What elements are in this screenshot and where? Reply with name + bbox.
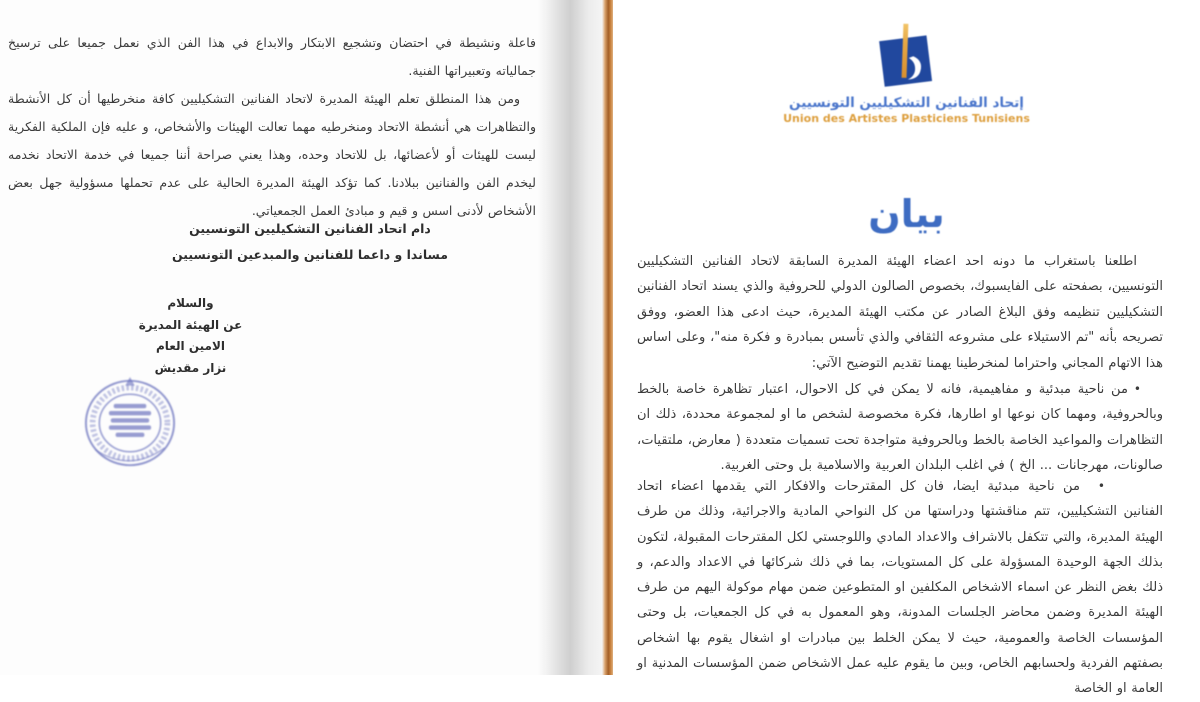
signature-on-behalf: عن الهيئة المديرة <box>138 317 243 332</box>
bullet-marker: • <box>1133 382 1141 396</box>
bullet-1-text: من ناحية مبدئية و مفاهيمية، فانه لا يمكن في كل الاحوال، اعتبار تظاهرة خاصة بالخط وبالحروفية، ومهما كان نوعها او اطارها، فكرة مخصوصة لشخص ما او لمجموعة محددة، ذلك ان التظاهرات والمواعيد الخاصة بالخط وبالحروفية متواجدة تحت تسميات متعددة ( معارض، ملتقيات، صالونات، مهرجانات ... الخ ) في اغلب البلدان العربية والاسلامية بل وحتى الغربية. <box>637 382 1163 473</box>
logo-arabic-name: إتحاد الفنانين التشكيليين التونسيين <box>789 95 1024 111</box>
signature-closing: والسلام <box>167 296 214 310</box>
statement-title: بيان <box>868 192 945 236</box>
round-stamp-icon <box>82 377 178 469</box>
logo-french-name: Union des Artistes Plasticiens Tunisiens <box>783 112 1030 125</box>
statement-bullet-2 <box>637 474 1163 702</box>
statement-bullet-1 <box>637 377 1163 478</box>
slogan-line-1: دام اتحاد الفنانين التشكيليين التونسيين <box>189 221 431 236</box>
bullet-2-text: من ناحية مبدئية ايضا، فان كل المقترحات والافكار التي يقدمها اعضاء اتحاد الفنانين التشكيليين، تتم مناقشتها ودراستها من كل النواحي المادية والاجرائية، وذلك من طرف الهيئة المديرة، والتي تتكفل بالاشراف والاعداد المادي واللوجستي لكل المقترحات المقبولة، لتكون بذلك الجهة الوحيدة المسؤولة على كل المستويات، بما في ذلك شركائها في الاعداد والدعم، و ذلك بغض النظر عن اسماء الاشخاص المكلفين او المتطوعين ضمن مهام موكولة اليهم من طرف الهيئة المديرة وضمن محاضر الجلسات المدونة، وهو المعمول به في كل الجمعيات، بل وحتى المؤسسات الخاصة والعمومية، حيث لا يمكن الخلط بين مبادرات او اشغال يقوم بها اشخاص بصفتهم الفردية ولحسابهم الخاص، وبين ما يقوم عليه عمل الاشخاص ضمن المؤسسات المدنية او العامة او الخاصة <box>637 479 1163 697</box>
signature-name: نزار مقديش <box>154 360 227 375</box>
union-logo <box>613 22 1200 125</box>
bullet-marker: • <box>1097 479 1105 493</box>
page-fold-shadow <box>538 0 610 675</box>
statement-paragraph-1: اطلعنا باستغراب ما دونه احد اعضاء الهيئة المديرة السابقة لاتحاد الفنانين التشكيليين التونسيين، بصفحته على الفايسبوك، بخصوص الصالون الدولي للحروفية والذي يسند اتحاد الفنانين التشكيليين تنظيمه وفق البلاغ الصادر عن مكتب الهيئة المديرة، حيث ادعى هذا العضو، ووفق تصريحه بأنه "تم الاستيلاء على مشروعه الثقافي والذي تأسس بمبادرة و فكرة منه"، وعلى اساس هذا الاتهام المجاني واحتراما لمنخرطينا يهمنا تقديم التوضيح الآتي: <box>637 254 1163 371</box>
left-page <box>0 0 545 675</box>
union-logo-icon <box>866 22 948 94</box>
signature-role: الامين العام <box>155 339 226 353</box>
left-paragraph-1: فاعلة ونشيطة في احتضان وتشجيع الابتكار والابداع في هذا الفن الذي نعمل جميعا على ترسيخ جمالياته وتعبيراتها الفنية. <box>8 35 536 78</box>
slogan-line-2: مساندا و داعما للفنانين والمبدعين التونسيين <box>172 247 448 262</box>
slogan-block <box>0 216 545 268</box>
signature-block <box>118 293 263 379</box>
left-paragraph-2: ومن هذا المنطلق تعلم الهيئة المديرة لاتحاد الفنانين التشكيليين كافة منخرطيها أن كل الأنشطة والتظاهرات هي أنشطة الاتحاد ومنخرطيه مهما تعالت الهيئات والأشخاص، و عليه فإن الملكية الفكرية ليست للهيئات أو لأعضائها، بل للاتحاد وحده، وهذا يعني صراحة أننا جميعا في خدمة الاتحاد نخدمه ليخدم الفن والفنانين ببلادنا. كما تؤكد الهيئة المديرة الحالية على عدم تحملها مسؤولية جهل بعض الأشخاص لأدنى اسس و قيم و مبادئ العمل الجمعياتي. <box>8 91 536 218</box>
right-page <box>613 0 1200 697</box>
